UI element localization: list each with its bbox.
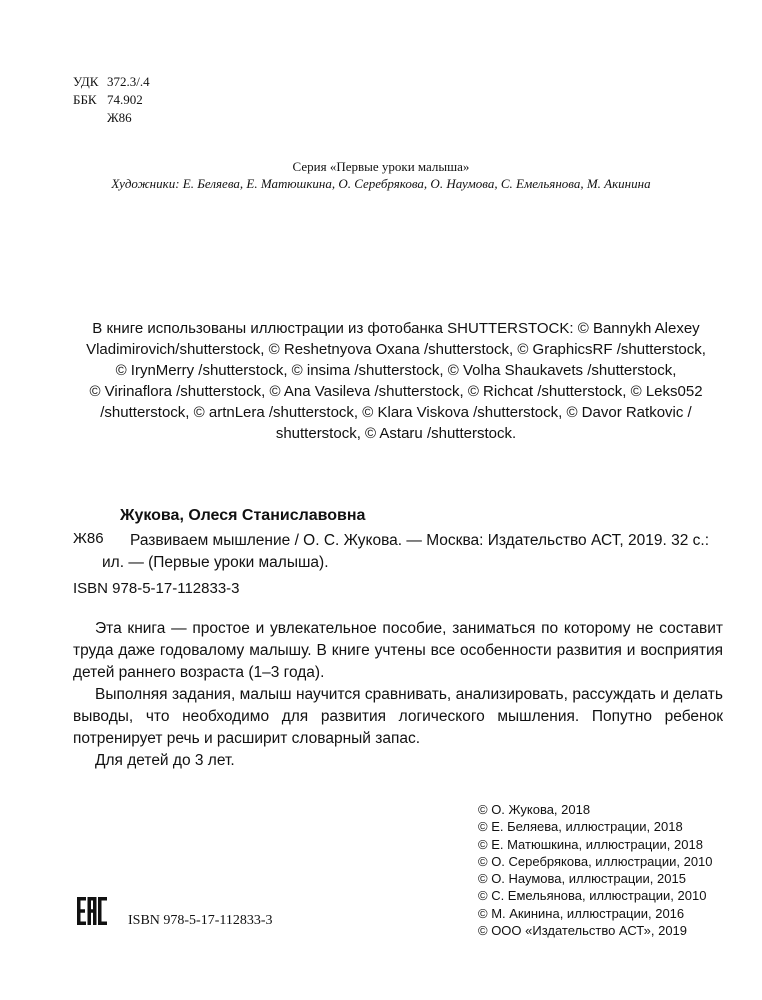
book-abstract: [73, 618, 723, 772]
copyright-line: © Е. Матюшкина, иллюстрации, 2018: [478, 836, 703, 852]
credits-line: В книге использованы иллюстрации из фотобанка SHUTTERSTOCK: © Bannykh Alexey: [92, 320, 700, 337]
abstract-paragraph: Выполняя задания, малыш научится сравнивать, анализировать, рассуждать и делать выводы, что необходимо для развития логического мышления. Попутно ребенок потренирует речь и расширит словарный запас.: [73, 686, 723, 747]
credits-line: © IrynMerry /shutterstock, © insima /shutterstock, © Volha Shaukavets /shutterstock,: [115, 362, 677, 379]
abstract-paragraph: Для детей до 3 лет.: [95, 752, 235, 769]
credits-line: Vladimirovich/shutterstock, © Reshetnyova Oxana /shutterstock, © GraphicsRF /shutterstock,: [86, 341, 706, 358]
copyright-line: © ООО «Издательство АСТ», 2019: [478, 923, 688, 939]
udk-value: 372.3/.4: [107, 74, 150, 89]
footer-isbn: ISBN 978-5-17-112833-3: [128, 913, 273, 928]
credits-line: /shutterstock, © artnLera /shutterstock, © Klara Viskova /shutterstock, © Davor Ratkovic /: [100, 404, 692, 421]
artists-line: Художники: Е. Беляева, Е. Матюшкина, О. Серебрякова, О. Наумова, С. Емельянова, М. Акинина: [111, 176, 651, 191]
udk-row: [73, 73, 150, 91]
credits-line: © Virinaflora /shutterstock, © Ana Vasileva /shutterstock, © Richcat /shutterstock, © Leks052: [89, 383, 703, 400]
author-mark: Ж86: [107, 110, 132, 125]
copyright-line: © Е. Беляева, иллюстрации, 2018: [478, 819, 683, 835]
copyright-line: © О. Наумова, иллюстрации, 2015: [478, 871, 686, 887]
copyright-line: © С. Емельянова, иллюстрации, 2010: [478, 888, 707, 904]
illustration-credits: [80, 318, 712, 444]
copyright-line: © О. Жукова, 2018: [478, 802, 591, 817]
copyright-line: © М. Акинина, иллюстрации, 2016: [478, 905, 685, 921]
udk-label: УДК: [73, 74, 99, 89]
eac-mark-icon: [77, 897, 107, 925]
copyright-line: © О. Серебрякова, иллюстрации, 2010: [478, 853, 713, 869]
credits-line: shutterstock, © Astaru /shutterstock.: [275, 425, 517, 442]
bibliographic-author: Жукова, Олеся Станиславовна: [120, 507, 366, 524]
bibliographic-isbn: ISBN 978-5-17-112833-3: [73, 580, 240, 597]
bibliographic-mark: Ж86: [73, 530, 104, 547]
series-title: Серия «Первые уроки малыша»: [292, 159, 470, 174]
bbk-row: [73, 91, 150, 109]
bbk-value: 74.902: [107, 92, 143, 107]
abstract-paragraph: Эта книга — простое и увлекательное пособие, заниматься по которому не составит труда даже годовалому малышу. В книге учтены все особенности развития и восприятия детей раннего возраста (1–3 года).: [73, 620, 723, 681]
author-mark-row: [73, 109, 150, 127]
bibliographic-description: Развиваем мышление / О. С. Жукова. — Москва: Издательство АСТ, 2019. 32 с.: ил. — (Первые уроки малыша).: [102, 532, 710, 571]
copyright-block: [478, 801, 713, 939]
classification-codes: [73, 73, 150, 127]
bbk-label: ББК: [73, 92, 97, 107]
